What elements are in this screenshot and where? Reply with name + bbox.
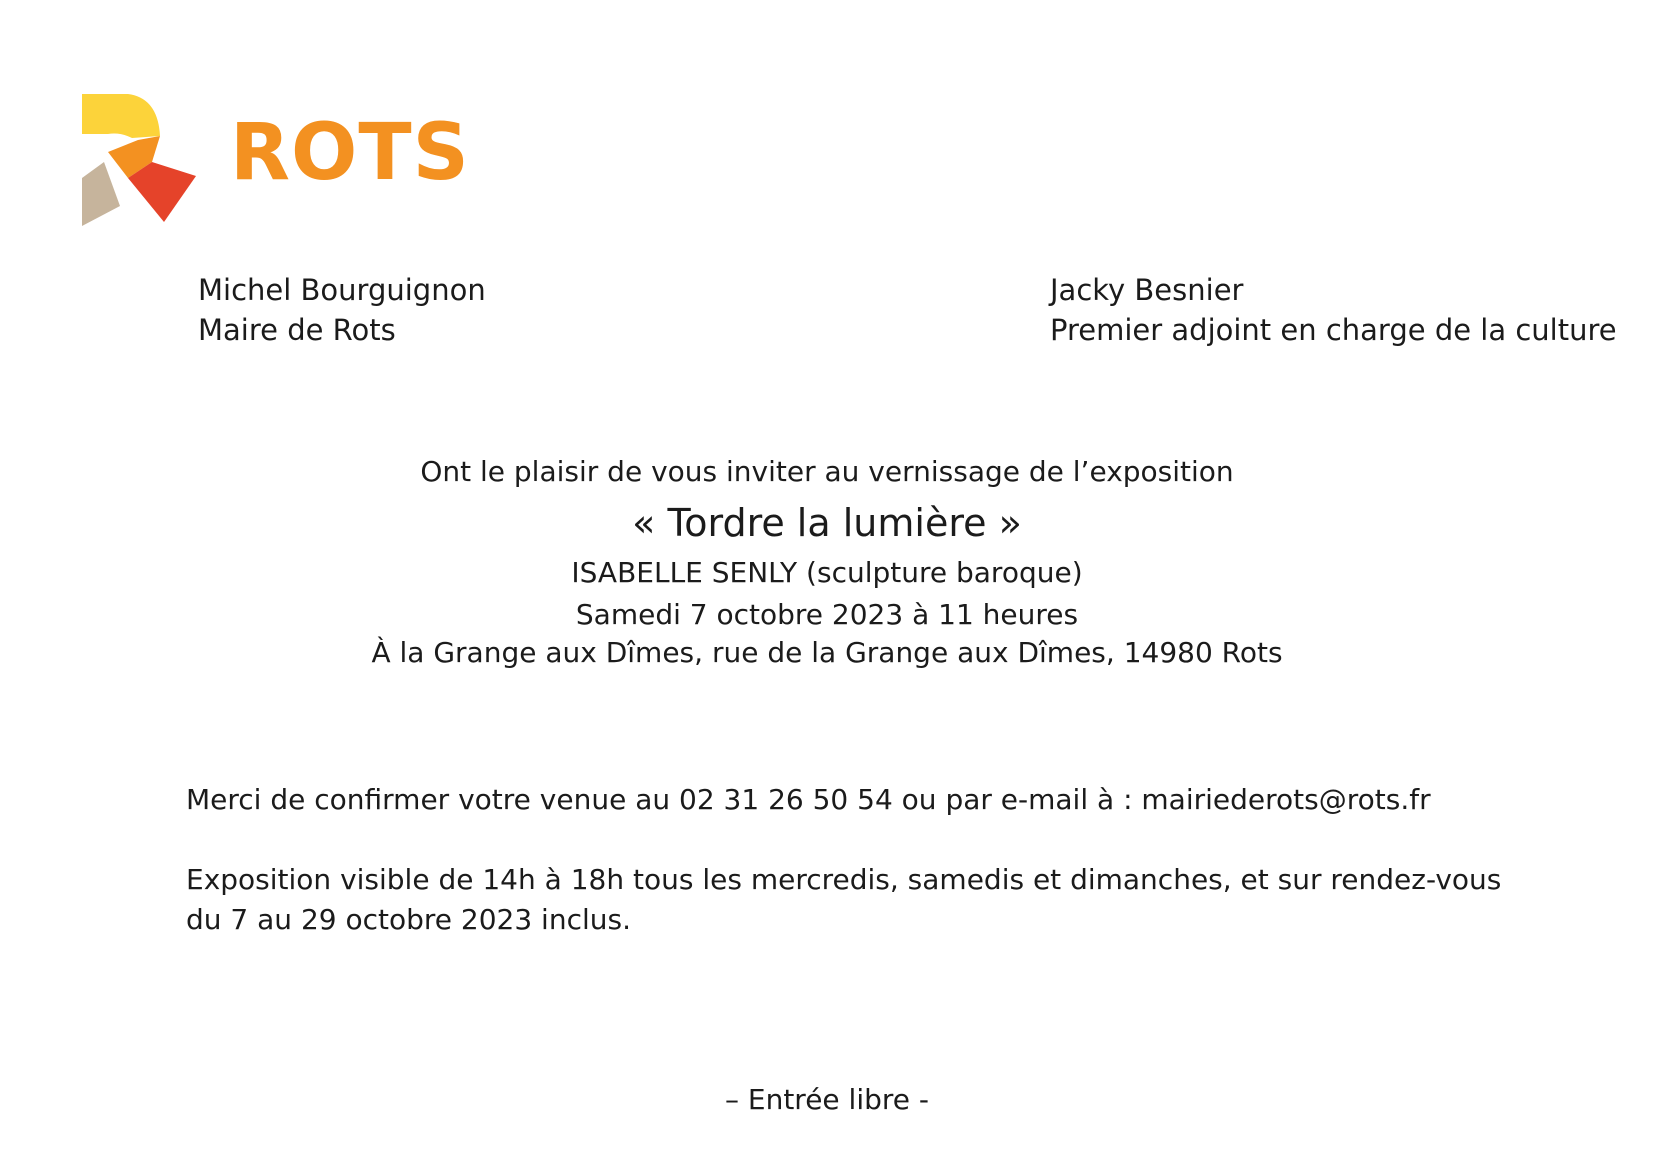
exhibition-artist: ISABELLE SENLY (sculpture baroque) [571, 556, 1083, 589]
opening-hours-line: Exposition visible de 14h à 18h tous les mercredis, samedis et dimanches, et sur rendez-vous [186, 863, 1502, 896]
signatory-role: Premier adjoint en charge de la culture [1050, 313, 1617, 347]
opening-hours-line: du 7 au 29 octobre 2023 inclus. [186, 903, 631, 936]
rots-logo [80, 92, 480, 232]
opening-hours [186, 860, 1501, 940]
signatory-name: Jacky Besnier [1050, 273, 1244, 307]
free-entry-note: – Entrée libre - [724, 1083, 930, 1116]
signatory-role: Maire de Rots [198, 313, 396, 347]
rsvp-text: Merci de confirmer votre venue au 02 31 26 50 54 ou par e-mail à : mairiederots@rots.fr [186, 783, 1431, 816]
vernissage-date: Samedi 7 octobre 2023 à 11 heures [575, 598, 1079, 631]
logo-wordmark: ROTS [230, 108, 470, 198]
rots-logo-mark-icon [80, 92, 200, 226]
exhibition-title: « Tordre la lumière » [632, 501, 1022, 545]
signatory-mayor [198, 270, 486, 350]
signatory-deputy [1050, 270, 1617, 350]
signatory-name: Michel Bourguignon [198, 273, 486, 307]
vernissage-place: À la Grange aux Dîmes, rue de la Grange aux Dîmes, 14980 Rots [371, 636, 1283, 669]
invitation-intro: Ont le plaisir de vous inviter au vernissage de l’exposition [420, 455, 1234, 488]
